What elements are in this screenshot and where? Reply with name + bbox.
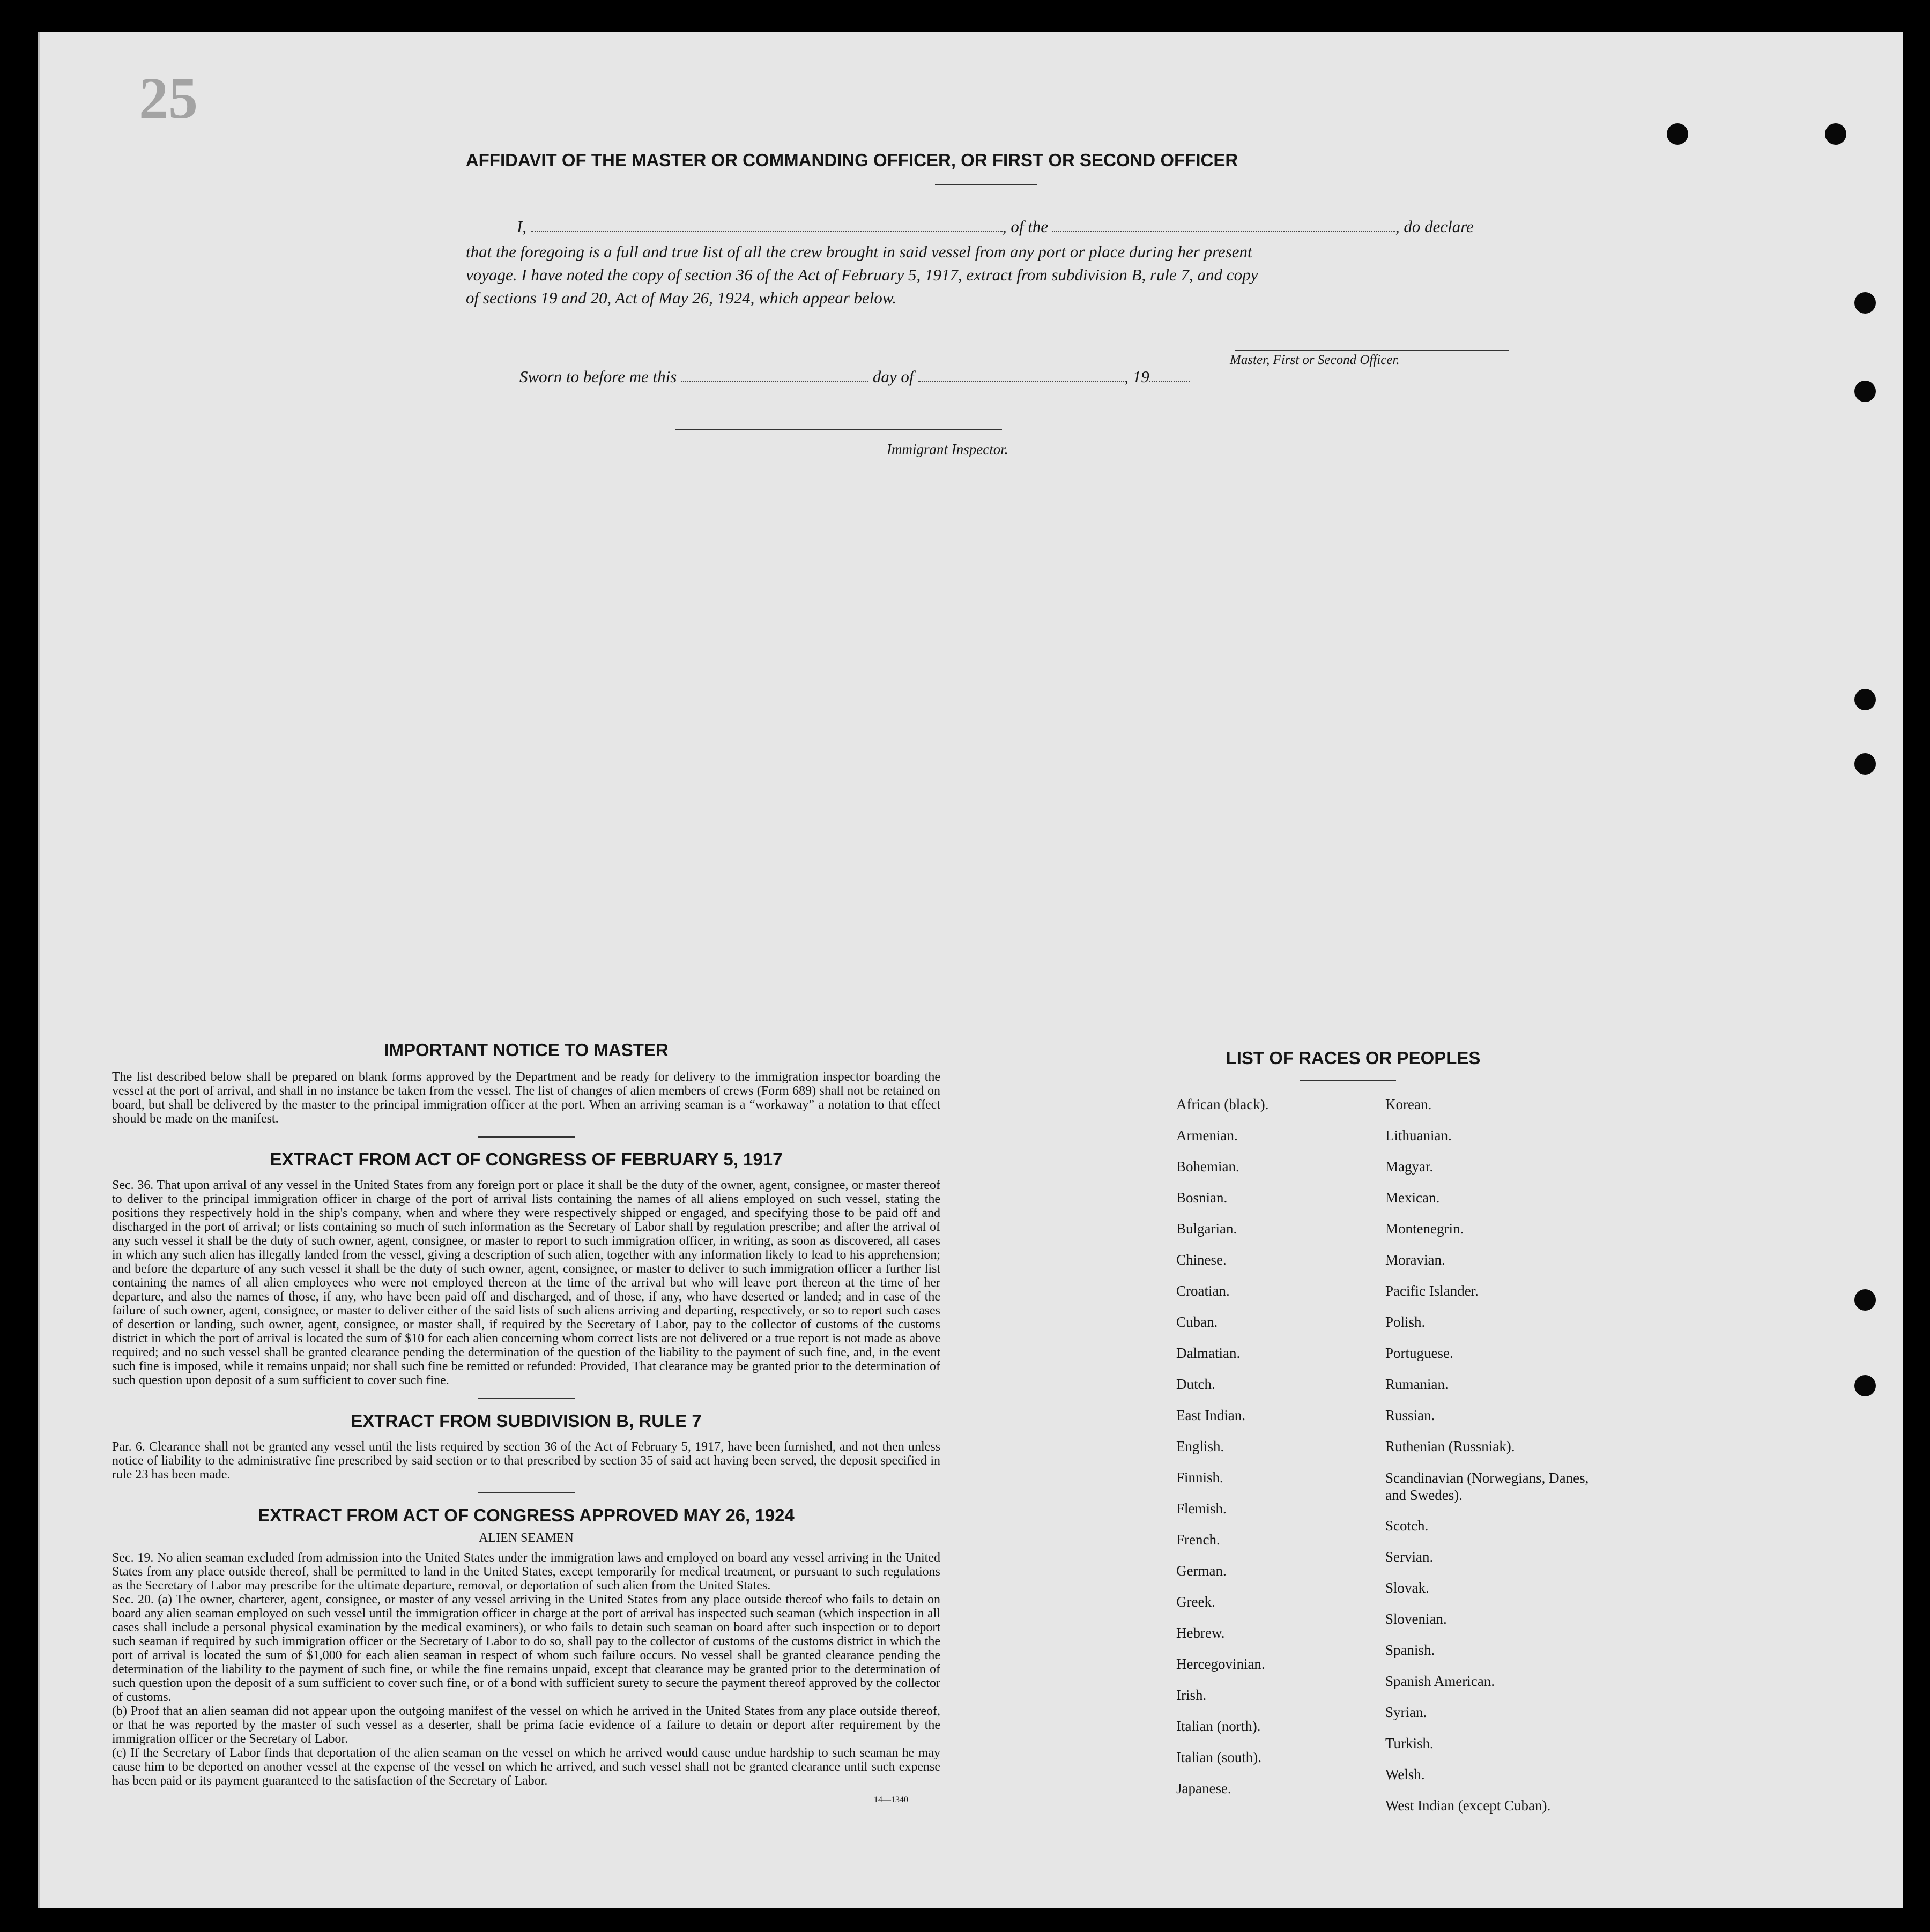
race-item: East Indian. [1176,1407,1245,1423]
race-item: Scandinavian (Norwegians, Danes, and Swedes). [1385,1470,1589,1503]
race-item: Portuguese. [1385,1345,1453,1361]
race-item: Hercegovinian. [1176,1656,1265,1672]
race-item: Bulgarian. [1176,1221,1237,1237]
extract-1924-sec20c: (c) If the Secretary of Labor finds that deportation of the alien seaman on the vessel on which he arrived would cause undue hardship to such seaman he may cause him to be deported on another vessel at the expense of the vessel on which he arrived, and such vessel shall not be granted clearance until such expense has been paid or its payment guaranteed to the satisfaction of the Secretary of Labor. [112,1746,940,1788]
race-item: Ruthenian (Russniak). [1385,1438,1515,1454]
divider [1300,1080,1396,1081]
punch-hole [1854,1375,1876,1396]
sworn-month-blank[interactable] [918,381,1124,382]
affidavit-body-line3: voyage. I have noted the copy of section 36 of the Act of February 5, 1917, extract from subdivision B, rule 7, and copy [466,265,1258,284]
affidavit-line1 [517,217,1474,236]
extract-rule7-text: Par. 6. Clearance shall not be granted any vessel until the lists required by section 36 of the Act of February 5, 1917, have been furnished, and not then unless notice of liability to the administrative fine prescribed by said section or to that prescribed by section 35 of said act having been served, the deposit specified in rule 23 has been made. [112,1440,940,1482]
race-item: Dalmatian. [1176,1345,1241,1361]
race-item: Cuban. [1176,1314,1218,1330]
race-item: Rumanian. [1385,1376,1449,1392]
race-item: Moravian. [1385,1252,1445,1268]
notice-text: The list described below shall be prepared on blank forms approved by the Department and be ready for delivery to the immigration inspector boarding the vessel at the port of arrival, and shall in no instance be taken from the vessel. The list of changes of alien members of crews (Form 689) shall not be retained on board, but shall be delivered by the master to the principal immigration officer at the port. When an arriving seaman is a “workaway” a notation to that effect should be made on the manifest. [112,1070,940,1126]
affidavit-i: I, [517,217,527,236]
master-signature-label: Master, First or Second Officer. [1230,353,1400,367]
race-item: Mexican. [1385,1190,1440,1206]
race-item: Korean. [1385,1096,1432,1112]
race-item: Scotch. [1385,1518,1429,1534]
sworn-day-blank[interactable] [681,381,868,382]
affidavit-declare: , do declare [1395,217,1474,236]
race-item: Irish. [1176,1687,1207,1703]
extract-1924-sec20b: (b) Proof that an alien seaman did not appear upon the outgoing manifest of the vessel on which he arrived in the United States from any place outside thereof, or that he was reported by the master of such vessel as a deserter, shall be prima facie evidence of a failure to detain or deport after requirement by the immigration officer or the Secretary of Labor. [112,1704,940,1746]
race-item: Turkish. [1385,1735,1434,1751]
punch-hole [1667,123,1688,145]
affidavit-body-line4: of sections 19 and 20, Act of May 26, 1924, which appear below. [466,288,897,307]
punch-hole [1854,292,1876,314]
race-item: French. [1176,1532,1220,1548]
race-item: Flemish. [1176,1500,1227,1517]
race-item: Spanish American. [1385,1673,1495,1689]
race-item: Finnish. [1176,1469,1223,1485]
sworn-year-blank[interactable] [1149,381,1190,382]
race-item: Polish. [1385,1314,1426,1330]
divider [478,1398,575,1399]
race-item: Pacific Islander. [1385,1283,1479,1299]
punch-hole [1854,381,1876,402]
race-item: Bosnian. [1176,1190,1228,1206]
race-item: Hebrew. [1176,1625,1225,1641]
page-number: 25 [139,65,198,131]
document-sheet [38,32,1903,1908]
sworn-line [519,367,1190,387]
extract-1924-title: EXTRACT FROM ACT OF CONGRESS APPROVED MAY 26, 1924 [258,1505,795,1525]
master-signature-line[interactable] [1235,350,1509,351]
race-item: Russian. [1385,1407,1435,1423]
race-item: Welsh. [1385,1766,1425,1782]
affidavit-body-line2: that the foregoing is a full and true list of all the crew brought in said vessel from any port or place during her present [466,242,1252,261]
race-item: Slovenian. [1385,1611,1447,1627]
punch-hole [1825,123,1846,145]
affidavit-title: AFFIDAVIT OF THE MASTER OR COMMANDING OFFICER, OR FIRST OR SECOND OFFICER [465,150,1238,170]
race-item: Magyar. [1385,1158,1434,1175]
inspector-signature-line[interactable] [675,429,1002,430]
punch-hole [1854,1289,1876,1311]
form-code: 14—1340 [874,1795,908,1804]
divider [935,184,1037,185]
name-blank[interactable] [531,231,1003,232]
race-item: Bohemian. [1176,1158,1239,1175]
punch-hole [1854,689,1876,710]
race-item: Lithuanian. [1385,1127,1452,1143]
race-item: Italian (south). [1176,1749,1261,1765]
sworn-text: Sworn to before me this [519,367,677,386]
race-item: Slovak. [1385,1580,1429,1596]
race-item: Montenegrin. [1385,1221,1464,1237]
extract-1924-sec19: Sec. 19. No alien seaman excluded from admission into the United States under the immigration laws and employed on board any vessel arriving in the United States from any place outside thereof, shall be permitted to land in the United States, except temporarily for medical treatment, or pursuant to such regulations as the Secretary of Labor may prescribe for the ultimate departure, removal, or deportation of such alien from the United States. [112,1551,940,1593]
notice-title: IMPORTANT NOTICE TO MASTER [384,1040,669,1060]
year-prefix: , 19 [1124,367,1149,386]
race-item: Dutch. [1176,1376,1215,1392]
race-item: German. [1176,1563,1227,1579]
race-item: Croatian. [1176,1283,1230,1299]
race-item: Spanish. [1385,1642,1435,1658]
vessel-blank[interactable] [1052,231,1395,232]
extract-rule7-title: EXTRACT FROM SUBDIVISION B, RULE 7 [351,1411,702,1431]
extract-1924-subtitle: ALIEN SEAMEN [479,1531,574,1545]
inspector-label: Immigrant Inspector. [887,441,1008,457]
day-of-text: day of [872,367,914,386]
race-item: Japanese. [1176,1780,1231,1796]
race-item: Greek. [1176,1594,1215,1610]
race-item: Servian. [1385,1549,1434,1565]
race-item: African (black). [1176,1096,1269,1112]
punch-hole [1854,753,1876,775]
divider [478,1136,575,1138]
extract-1924-sec20a: Sec. 20. (a) The owner, charterer, agent, consignee, or master of any vessel arriving in the United States from any place outside thereof who fails to detain on board any alien seaman employed on such vessel until the immigration officer in charge at the port of arrival has inspected such seaman (which inspection in all cases shall include a personal physical examination by the medical examiners), or who fails to detain such seaman on board after such inspection or to deport such seaman if required by such immigration officer or the Secretary of Labor to do so, shall pay to the collector of customs of the customs district in which the port of arrival is located the sum of $1,000 for each alien seaman in respect of whom such failure occurs. No vessel shall be granted clearance pending the determination of the liability to the payment of such fine, or while the fine remains unpaid, except that clearance may be granted prior to the determination of such question upon the deposit of a sum sufficient to cover such fine, or of a bond with sufficient surety to secure the payment thereof approved by the collector of customs. [112,1593,940,1704]
races-title: LIST OF RACES OR PEOPLES [1226,1048,1481,1068]
race-item: English. [1176,1438,1224,1454]
extract-1917-title: EXTRACT FROM ACT OF CONGRESS OF FEBRUARY 5, 1917 [270,1149,783,1169]
race-item: West Indian (except Cuban). [1385,1797,1551,1814]
extract-1917-text: Sec. 36. That upon arrival of any vessel in the United States from any foreign port or place it shall be the duty of the owner, agent, consignee, or master thereof to deliver to the principal immigration officer in charge of the port of arrival lists containing the names of all aliens employed on such vessel, stating the positions they respectively hold in the ship's company, when and where they were respectively shipped or engaged, and specifying those to be paid off and discharged in the port of arrival; or lists containing so much of such information as the Secretary of Labor shall by regulation prescribe; and after the arrival of any such vessel it shall be the duty of such owner, agent, consignee, or master to report to such immigration officer, in writing, as soon as discovered, all cases in which any such alien has illegally landed from the vessel, giving a description of such alien, together with any information likely to lead to his apprehension; and before the departure of any such vessel it shall be the duty of such owner, agent, consignee, or master to deliver to such immigration officer a further list containing the names of all alien employees who were not employed thereon at the time of the arrival but who will leave port thereon at the time of her departure, and also the names of those, if any, who have been paid off and discharged, and of those, if any, who have deserted or landed; and in case of the failure of such owner, agent, consignee, or master to deliver either of the said lists of such aliens arriving and departing, respectively, or so to report such cases of desertion or landing, such owner, agent, consignee, or master shall, if required by the Secretary of Labor, pay to the collector of customs of the customs district in which the port of arrival is located the sum of $10 for each alien concerning whom correct lists are not delivered or a true report is not made as above required; and no such vessel shall be granted clearance pending the determination of the question of the liability to the payment of such fine, and, in the event such fine is imposed, while it remains unpaid; nor shall such fine be remitted or refunded: Provided, That clearance may be granted prior to the determination of such question upon deposit of a sum sufficient to cover such fine. [112,1178,940,1387]
notice-section [112,1040,940,1805]
race-item: Armenian. [1176,1127,1238,1143]
divider [478,1492,575,1493]
affidavit-of-the: , of the [1002,217,1049,236]
race-item: Italian (north). [1176,1718,1261,1734]
race-item: Chinese. [1176,1252,1227,1268]
race-item: Syrian. [1385,1704,1427,1720]
